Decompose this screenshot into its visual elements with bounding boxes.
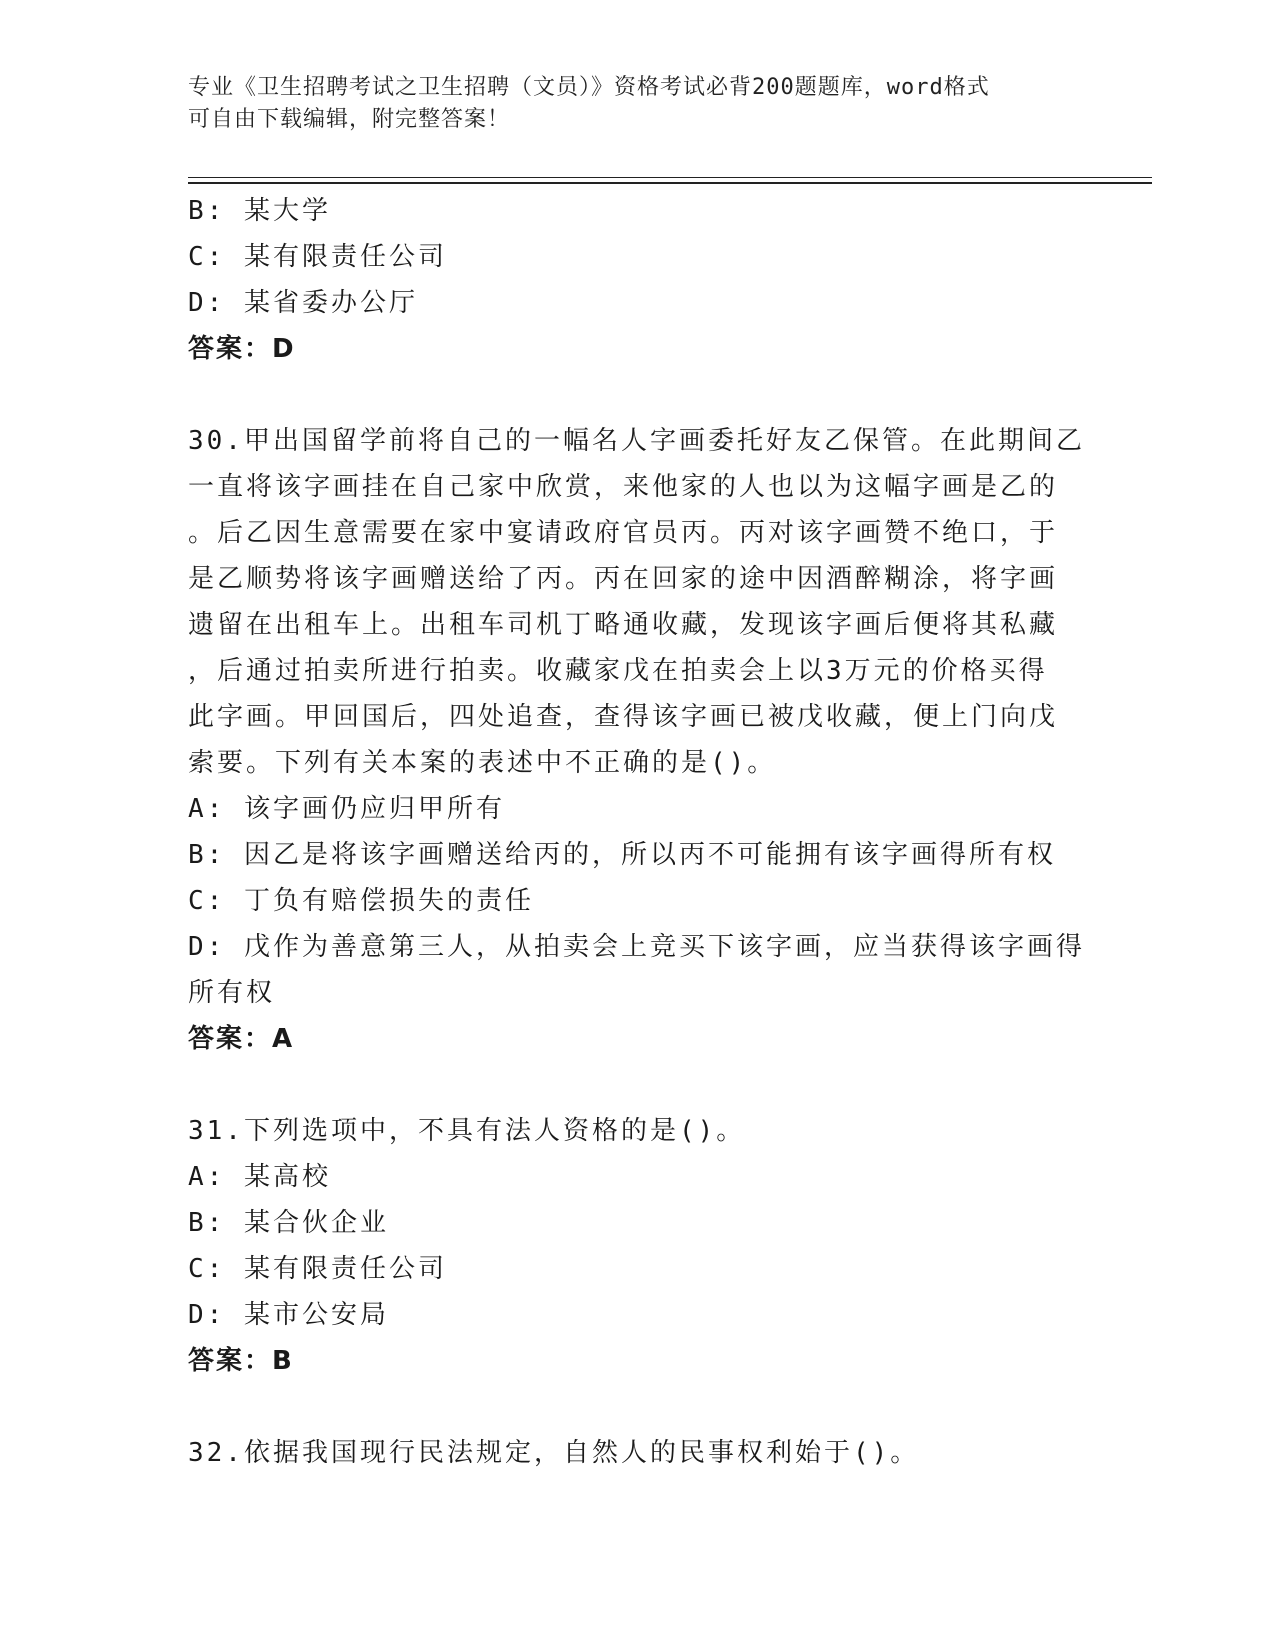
option-d: D: 某市公安局: [188, 1300, 389, 1330]
option-b: B: 因乙是将该字画赠送给丙的，所以丙不可能拥有该字画得所有权: [188, 840, 1056, 870]
document-header: [188, 72, 1068, 136]
spacer: [188, 372, 1088, 418]
spacer: [188, 1384, 1088, 1430]
answer-label: 答案：B: [188, 1346, 294, 1376]
question-stem-line: 是乙顺势将该字画赠送给了丙。丙在回家的途中因酒醉糊涂，将字画: [188, 564, 1059, 594]
option-c: C: 丁负有赔偿损失的责任: [188, 886, 534, 916]
question-stem-line: 一直将该字画挂在自己家中欣赏，来他家的人也以为这幅字画是乙的: [188, 472, 1059, 502]
option-d-continued: 所有权: [188, 978, 276, 1008]
option-b: B: 某大学: [188, 196, 331, 226]
question-stem: 32.依据我国现行民法规定，自然人的民事权利始于()。: [188, 1438, 920, 1468]
question-stem-line: ，后通过拍卖所进行拍卖。收藏家戊在拍卖会上以3万元的价格买得: [188, 656, 1048, 686]
question-stem-line: 此字画。甲回国后，四处追查，查得该字画已被戊收藏，便上门向戊: [188, 702, 1059, 732]
header-divider-thin: [188, 177, 1152, 178]
question-29-continued: [188, 188, 1088, 372]
document-body: [188, 188, 1088, 1476]
answer-label: 答案：D: [188, 334, 296, 364]
question-stem: 31.下列选项中，不具有法人资格的是()。: [188, 1116, 746, 1146]
question-32: [188, 1430, 1088, 1476]
option-b: B: 某合伙企业: [188, 1208, 389, 1238]
header-title-line-1: 专业《卫生招聘考试之卫生招聘（文员）》资格考试必背200题题库，word格式: [188, 75, 990, 100]
option-a: A: 某高校: [188, 1162, 331, 1192]
question-31: [188, 1108, 1088, 1384]
question-stem-line: 30.甲出国留学前将自己的一幅名人字画委托好友乙保管。在此期间乙: [188, 426, 1085, 456]
option-c: C: 某有限责任公司: [188, 242, 447, 272]
question-stem-line: 索要。下列有关本案的表述中不正确的是()。: [188, 748, 777, 778]
answer-label: 答案：A: [188, 1024, 295, 1054]
question-30: [188, 418, 1088, 1062]
option-c: C: 某有限责任公司: [188, 1254, 447, 1284]
question-stem-line: 。后乙因生意需要在家中宴请政府官员丙。丙对该字画赞不绝口，于: [188, 518, 1059, 548]
header-divider-thick: [188, 182, 1152, 184]
header-title-line-2: 可自由下载编辑，附完整答案！: [188, 107, 511, 132]
question-stem-line: 遗留在出租车上。出租车司机丁略通收藏，发现该字画后便将其私藏: [188, 610, 1059, 640]
spacer: [188, 1062, 1088, 1108]
option-a: A: 该字画仍应归甲所有: [188, 794, 505, 824]
option-d: D: 某省委办公厅: [188, 288, 418, 318]
option-d: D: 戊作为善意第三人，从拍卖会上竞买下该字画，应当获得该字画得: [188, 932, 1085, 962]
